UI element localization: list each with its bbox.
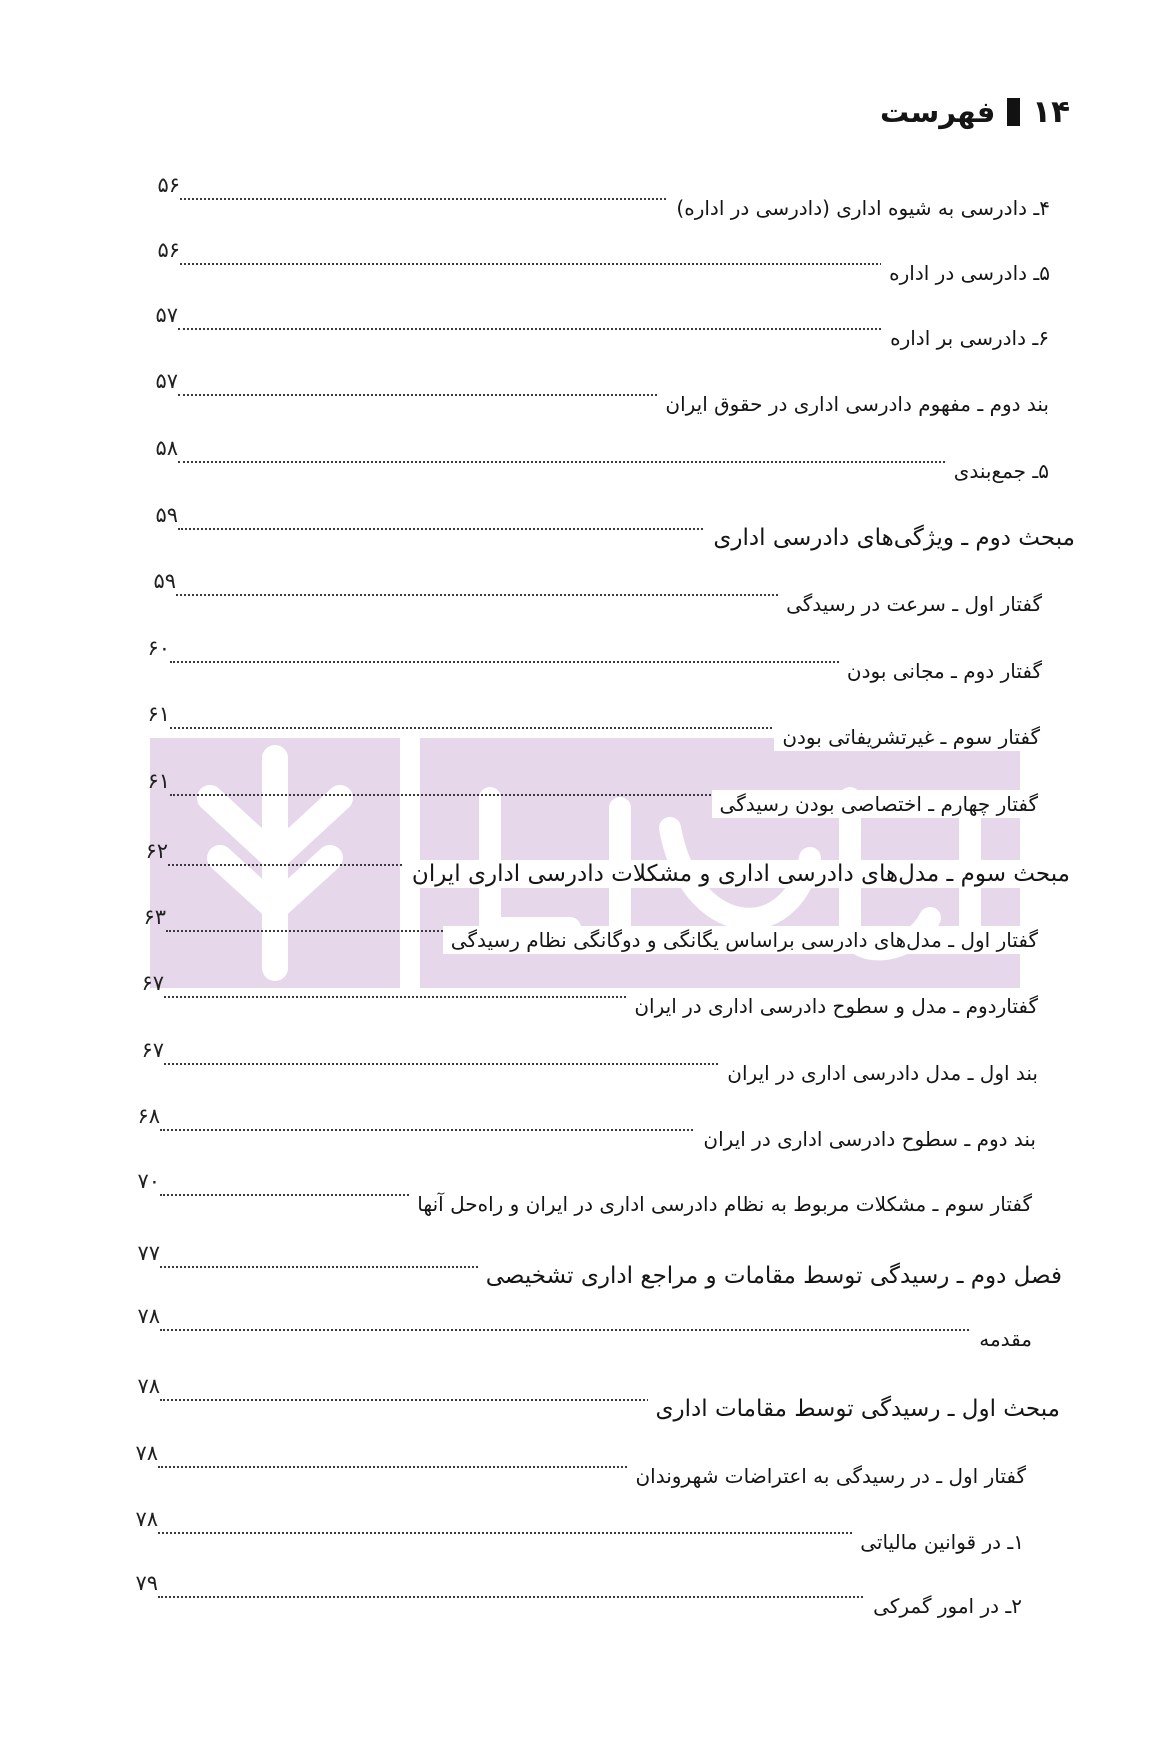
- toc-entry[interactable]: [147, 768, 1038, 818]
- entry-title: گفتاردوم ـ مدل و سطوح دادرسی اداری در ایران: [626, 992, 1038, 1020]
- toc-entry[interactable]: [157, 172, 1050, 222]
- entry-title: گفتار چهارم ـ اختصاصی بودن رسیدگی: [712, 790, 1038, 818]
- entry-title: بند دوم ـ مفهوم دادرسی اداری در حقوق ایران: [657, 390, 1049, 418]
- entry-page-number: ۶۸: [137, 1104, 160, 1128]
- toc-entry[interactable]: [143, 904, 1038, 954]
- entry-title: بند اول ـ مدل دادرسی اداری در ایران: [719, 1059, 1038, 1087]
- entry-title: مبحث اول ـ رسیدگی توسط مقامات اداری: [648, 1395, 1060, 1423]
- toc-entry[interactable]: [137, 1373, 1060, 1423]
- entry-page-number: ۷۸: [135, 1507, 158, 1531]
- entry-title: ۵ـ جمع‌بندی: [946, 457, 1049, 485]
- entry-title: بند دوم ـ سطوح دادرسی اداری در ایران: [695, 1125, 1036, 1153]
- entry-title: ۶ـ دادرسی بر اداره: [882, 324, 1049, 352]
- toc-entry[interactable]: [135, 1570, 1022, 1620]
- entry-page-number: ۶۱: [147, 769, 170, 793]
- toc-entry[interactable]: [155, 368, 1049, 418]
- entry-page-number: ۶۰: [147, 636, 170, 660]
- toc-entry[interactable]: [145, 838, 1070, 888]
- toc-entry[interactable]: [153, 568, 1042, 618]
- toc-entry[interactable]: [137, 1240, 1062, 1290]
- entry-title: مبحث سوم ـ مدل‌های دادرسی اداری و مشکلات دادرسی اداری ایران: [404, 860, 1070, 888]
- dot-leader: [178, 461, 1049, 463]
- entry-title: ۴ـ دادرسی به شیوه اداری (دادرسی در اداره): [668, 194, 1050, 222]
- entry-page-number: ۶۳: [143, 905, 166, 929]
- entry-page-number: ۷۹: [135, 1571, 158, 1595]
- entry-title: گفتار دوم ـ مجانی بودن: [839, 657, 1042, 685]
- entry-page-number: ۷۸: [137, 1374, 160, 1398]
- entry-title: فصل دوم ـ رسیدگی توسط مقامات و مراجع اداری تشخیصی: [478, 1262, 1062, 1290]
- entry-page-number: ۵۷: [155, 369, 178, 393]
- toc-entry[interactable]: [137, 1168, 1032, 1218]
- toc-entry[interactable]: [141, 970, 1038, 1020]
- entry-page-number: ۵۷: [155, 303, 178, 327]
- dot-leader: [160, 1329, 1032, 1331]
- entry-page-number: ۵۶: [157, 238, 180, 262]
- toc-entry[interactable]: [141, 1037, 1038, 1087]
- entry-title: مبحث دوم ـ ویژگی‌های دادرسی اداری: [705, 524, 1075, 552]
- entry-title: گفتار اول ـ سرعت در رسیدگی: [778, 590, 1042, 618]
- toc-entry[interactable]: [155, 435, 1049, 485]
- toc-entry[interactable]: [155, 302, 1049, 352]
- page-number: ۱۴: [1032, 94, 1070, 130]
- entry-page-number: ۵۸: [155, 436, 178, 460]
- entry-page-number: ۷۷: [137, 1241, 160, 1265]
- entry-title: ۵ـ دادرسی در اداره: [881, 259, 1050, 287]
- entry-title: گفتار اول ـ در رسیدگی به اعتراضات شهروندان: [627, 1462, 1026, 1490]
- entry-page-number: ۵۹: [153, 569, 176, 593]
- entry-title: ۲ـ در امور گمرکی: [865, 1592, 1022, 1620]
- toc-entry[interactable]: [157, 237, 1050, 287]
- toc-entry[interactable]: [135, 1506, 1024, 1556]
- entry-title: مقدمه: [971, 1325, 1032, 1353]
- entry-page-number: ۶۷: [141, 971, 164, 995]
- entry-title: گفتار سوم ـ غیرتشریفاتی بودن: [774, 723, 1040, 751]
- toc-entry[interactable]: [147, 701, 1040, 751]
- entry-page-number: ۵۶: [157, 173, 180, 197]
- entry-page-number: ۵۹: [155, 503, 178, 527]
- toc-entry[interactable]: [155, 502, 1075, 552]
- entry-page-number: ۷۰: [137, 1169, 160, 1193]
- toc-entry[interactable]: [147, 635, 1042, 685]
- entry-page-number: ۶۱: [147, 702, 170, 726]
- entry-page-number: ۶۷: [141, 1038, 164, 1062]
- toc-entry[interactable]: [135, 1440, 1026, 1490]
- toc-entry[interactable]: [137, 1303, 1032, 1353]
- entry-title: ۱ـ در قوانین مالیاتی: [852, 1528, 1024, 1556]
- entry-page-number: ۷۸: [137, 1304, 160, 1328]
- entry-page-number: ۷۸: [135, 1441, 158, 1465]
- entry-page-number: ۶۲: [145, 839, 168, 863]
- page-title: فهرست: [880, 95, 996, 129]
- toc-entry[interactable]: [137, 1103, 1036, 1153]
- entry-title: گفتار سوم ـ مشکلات مربوط به نظام دادرسی اداری در ایران و راه‌حل آنها: [409, 1190, 1032, 1218]
- entry-title: گفتار اول ـ مدل‌های دادرسی براساس یگانگی و دوگانگی نظام رسیدگی: [443, 926, 1038, 954]
